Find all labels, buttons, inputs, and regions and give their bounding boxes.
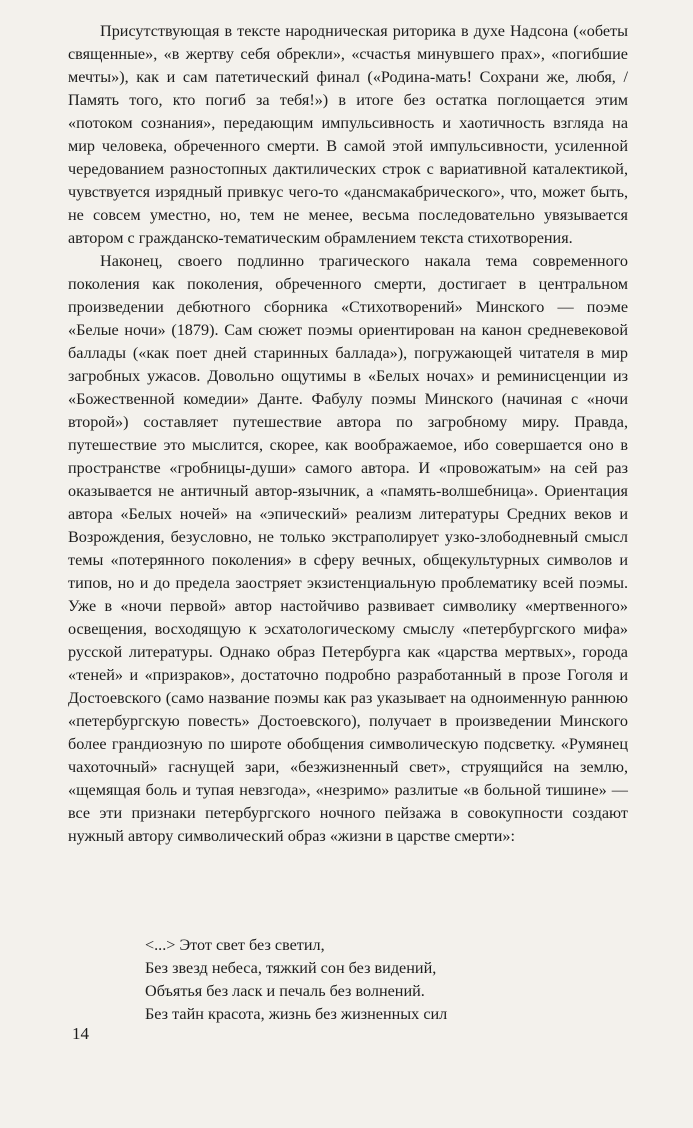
body-text	[68, 20, 628, 848]
verse-line-4: Без тайн красота, жизнь без жизненных сил	[145, 1005, 448, 1023]
verse-line-3: Объятья без ласк и печаль без волнений.	[145, 982, 425, 1000]
paragraph-1: Присутствующая в тексте народническая риторика в духе Надсона («обеты священные», «в жертву себя обрекли», «счастья минувшего прах», «погибшие мечты»), как и сам патетический финал («Родина-мать! Сохрани же, любя, / Память того, кто погиб за тебя!») в итоге без остатка поглощается этим «потоком сознания», передающим импульсивность и хаотичность взгляда на мир человека, обреченного смерти. В самой этой импульсивности, усиленной чередованием разностопных дактилических строк с вариативной каталектикой, чувствуется изрядный привкус чего-то «дансмакабрического», что, может быть, не совсем уместно, но, тем не менее, весьма последовательно увязывается автором с гражданско-тематическим обрамлением текста стихотворения.	[68, 22, 628, 247]
paragraph-2: Наконец, своего подлинно трагического накала тема современного поколения как поколения, обреченного смерти, достигает в центральном произведении дебютного сборника «Стихотворений» Минского — поэме «Белые ночи» (1879). Сам сюжет поэмы ориентирован на канон средневековой баллады («как поет дней старинных баллада»), погружающей читателя в мир загробных ужасов. Довольно ощутимы в «Белых ночах» и реминисценции из «Божественной комедии» Данте. Фабулу поэмы Минского (начиная с «ночи второй») составляет путешествие автора по загробному миру. Правда, путешествие это мыслится, скорее, как воображаемое, ибо совершается оно в пространстве «гробницы-души» самого автора. И «провожатым» на сей раз оказывается не античный автор-язычник, а «память-волшебница». Ориентация автора «Белых ночей» на «эпический» реализм литературы Средних веков и Возрождения, безусловно, не только экстраполирует узко-злободневный смысл темы «потерянного поколения» в сферу вечных, общекультурных символов и типов, но и до предела заостряет экзистенциальную проблематику всей поэмы. Уже в «ночи первой» автор настойчиво развивает символику «мертвенного» освещения, восходящую к эсхатологическому смыслу «петербургского мифа» русской литературы. Однако образ Петербурга как «царства мертвых», города «теней» и «призраков», достаточно подробно разработанный в прозе Гоголя и Достоевского (само название поэмы как раз указывает на одноименную раннюю «петербургскую повесть» Достоевского), получает в произведении Минского более грандиозную по широте обобщения символическую подсветку. «Румянец чахоточный» гаснущей зари, «безжизненный свет», струящийся на землю, «щемящая боль и тупая невзгода», «незримо» разлитые «в больной тишине» — все эти признаки петербургского ночного пейзажа в совокупности создают нужный автору символический образ «жизни в царстве смерти»:	[68, 252, 628, 845]
page-number: 14	[72, 1024, 89, 1043]
verse-quotation	[145, 934, 447, 1026]
verse-line-1: <...> Этот свет без светил,	[145, 936, 325, 954]
verse-line-2: Без звезд небеса, тяжкий сон без видений,	[145, 959, 437, 977]
